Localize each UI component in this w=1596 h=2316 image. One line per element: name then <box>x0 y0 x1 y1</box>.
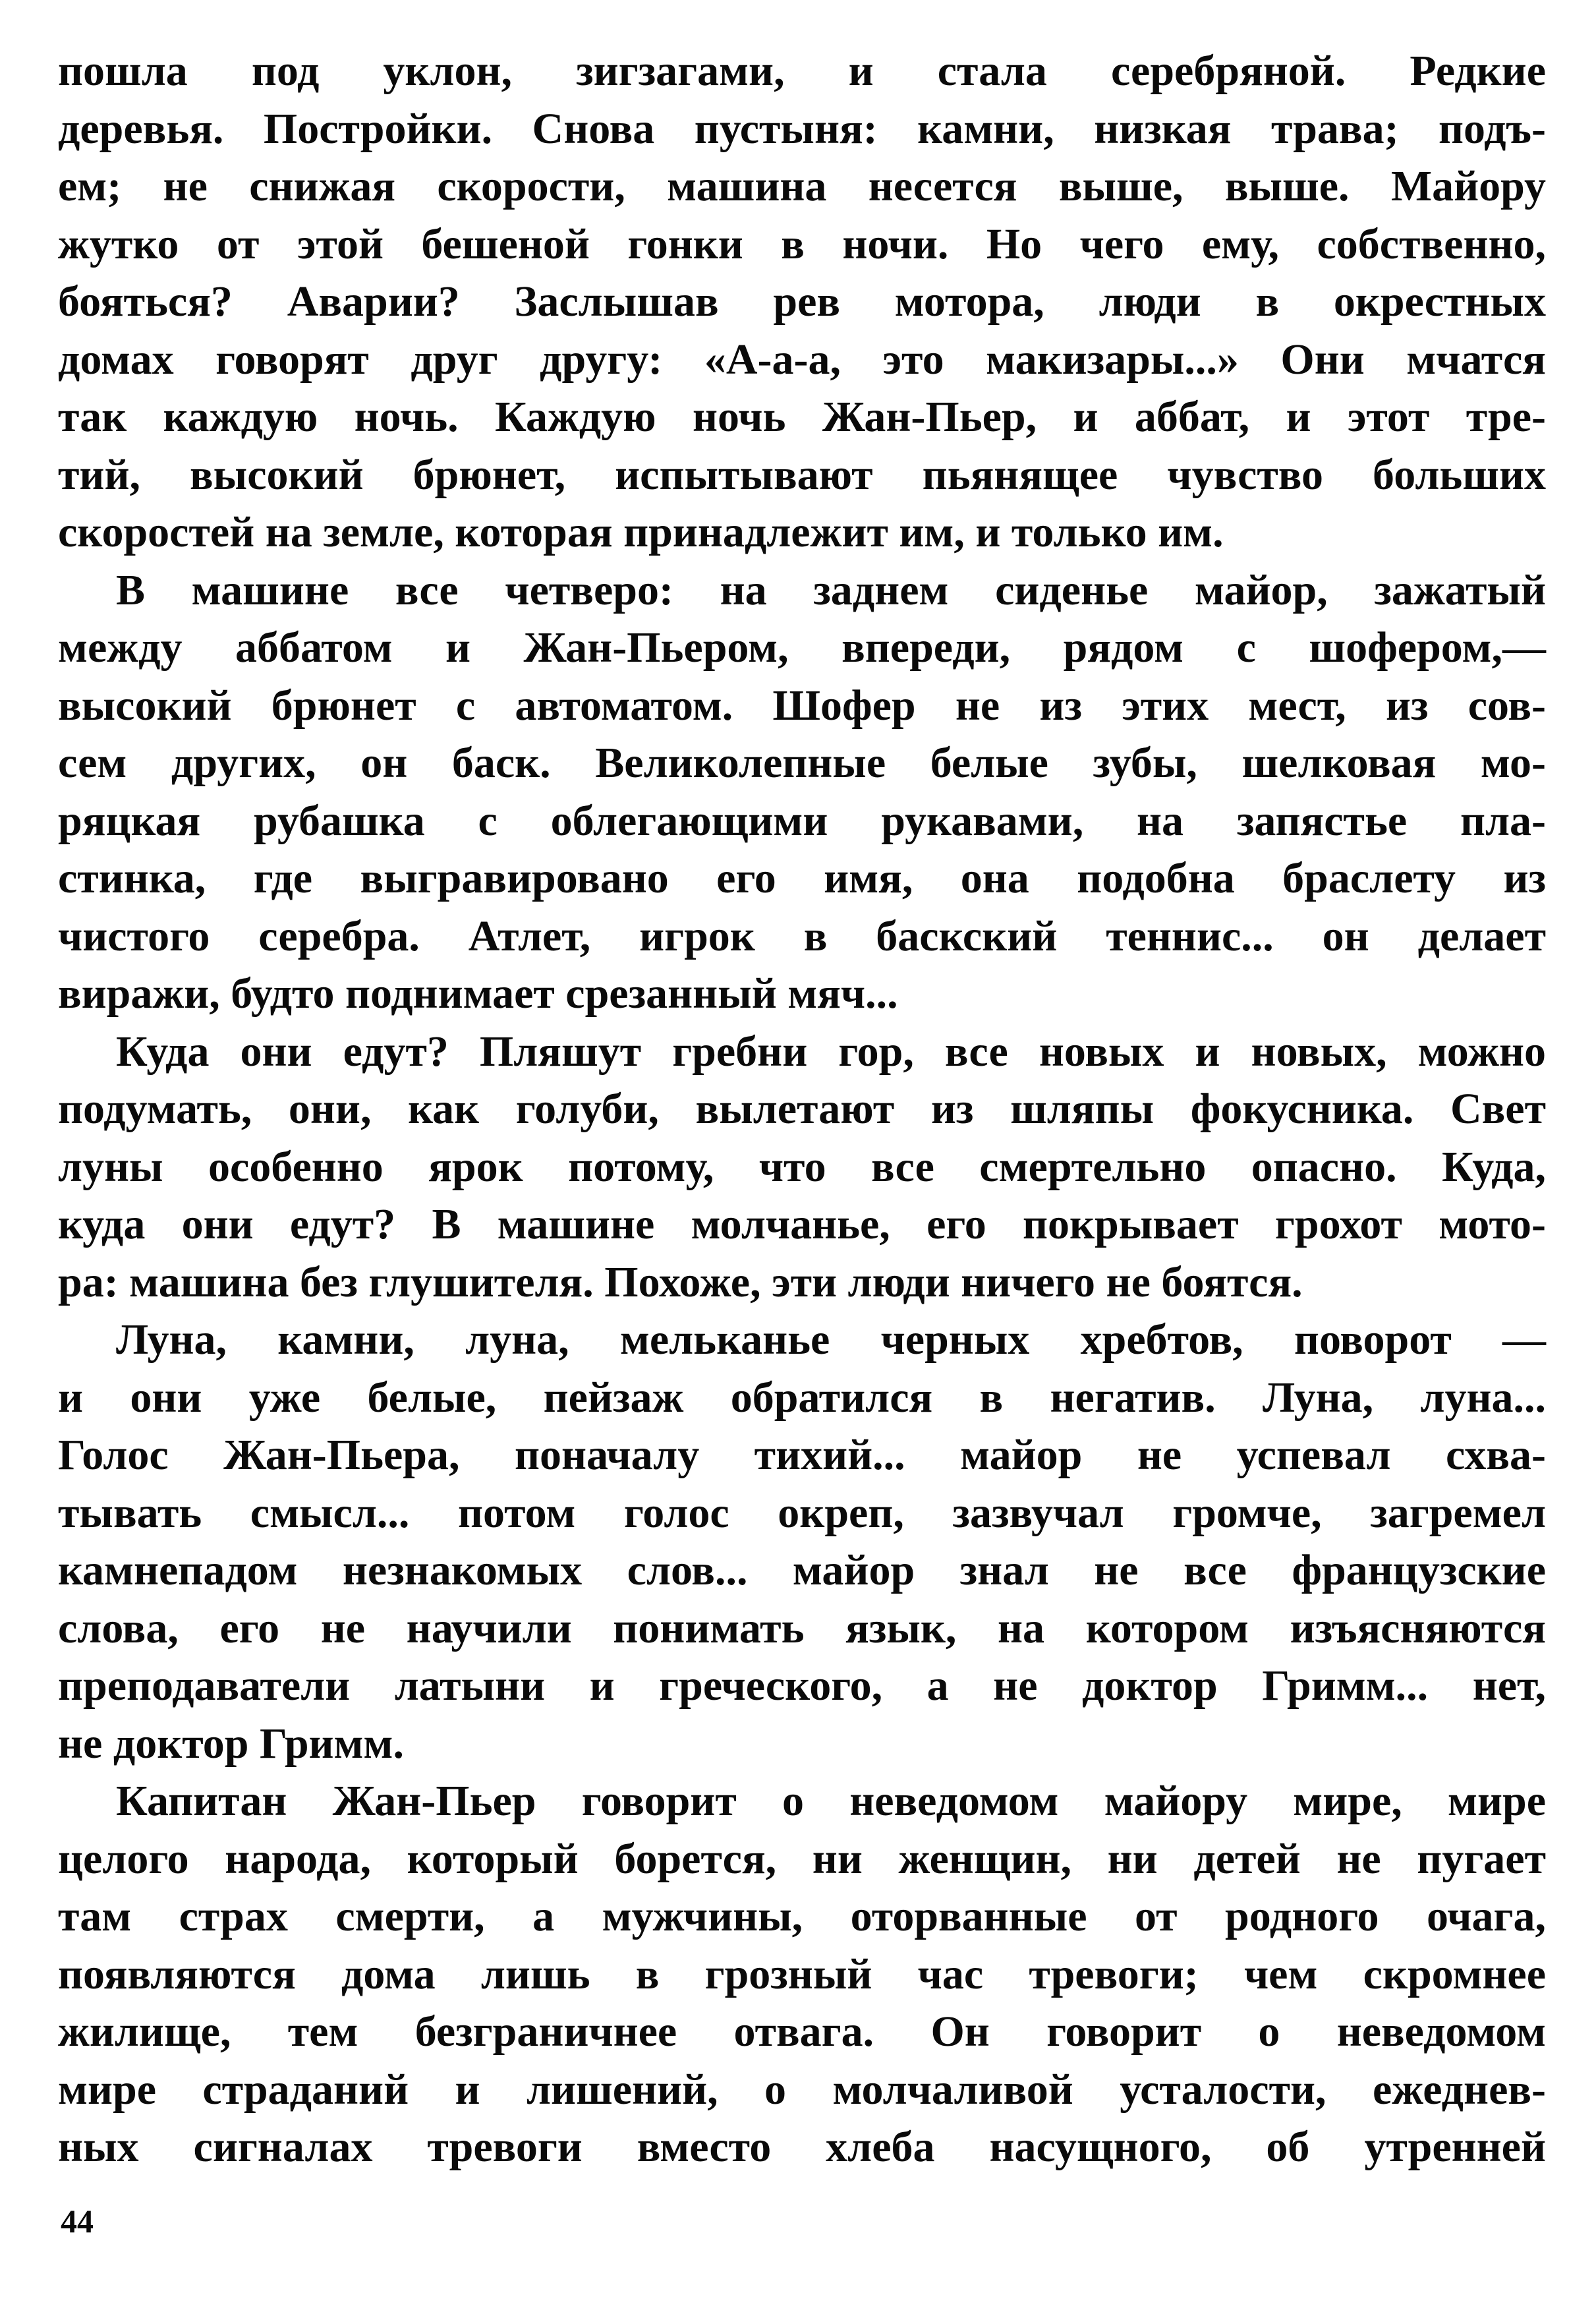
text-line: деревья. Постройки. Снова пустыня: камни, низкая трава; подъ- <box>58 104 1546 153</box>
text-line: Куда они едут? Пляшут гребни гор, все новых и новых, можно <box>116 1027 1546 1076</box>
paragraph <box>58 42 1546 562</box>
text-line: бояться? Аварии? Заслышав рев мотора, люди в окрестных <box>58 277 1546 326</box>
text-line: мире страданий и лишений, о молчаливой усталости, ежеднев- <box>58 2065 1546 2114</box>
text-line: домах говорят друг другу: «А-а-а, это макизары...» Они мчатся <box>58 335 1546 384</box>
text-line: ных сигналах тревоги вместо хлеба насущного, об утренней <box>58 2123 1546 2171</box>
text-line: камнепадом незнакомых слов... майор знал не все французские <box>58 1546 1546 1594</box>
paragraph <box>58 562 1546 1023</box>
text-line: ра: машина без глушителя. Похоже, эти люди ничего не боятся. <box>58 1258 1303 1306</box>
text-line: скоростей на земле, которая принадлежит им, и только им. <box>58 508 1224 556</box>
text-line: целого народа, который борется, ни женщин, ни детей не пугает <box>58 1834 1546 1883</box>
text-line: тий, высокий брюнет, испытывают пьянящее чувство больших <box>58 450 1546 499</box>
text-line: высокий брюнет с автоматом. Шофер не из этих мест, из сов- <box>58 681 1546 730</box>
text-line: так каждую ночь. Каждую ночь Жан-Пьер, и аббат, и этот тре- <box>58 393 1546 441</box>
text-line: стинка, где выгравировано его имя, она подобна браслету из <box>58 854 1546 902</box>
text-line: Голос Жан-Пьера, поначалу тихий... майор не успевал схва- <box>58 1431 1546 1479</box>
text-line: и они уже белые, пейзаж обратился в негатив. Луна, луна... <box>58 1373 1546 1422</box>
text-line: куда они едут? В машине молчанье, его покрывает грохот мото- <box>58 1200 1546 1248</box>
paragraph <box>58 1772 1546 2176</box>
text-line: там страх смерти, а мужчины, оторванные от родного очага, <box>58 1892 1546 1940</box>
text-line: тывать смысл... потом голос окреп, зазвучал громче, загремел <box>58 1488 1546 1537</box>
text-line: чистого серебра. Атлет, игрок в баскский теннис... он делает <box>58 912 1546 960</box>
text-line: не доктор Гримм. <box>58 1719 404 1768</box>
paragraph <box>58 1311 1546 1772</box>
text-line: В машине все четверо: на заднем сиденье майор, зажатый <box>116 565 1546 614</box>
paragraph <box>58 1023 1546 1312</box>
text-line: слова, его не научили понимать язык, на котором изъясняются <box>58 1604 1546 1652</box>
text-line: виражи, будто поднимает срезанный мяч... <box>58 970 898 1018</box>
text-line: сем других, он баск. Великолепные белые зубы, шелковая мо- <box>58 739 1546 787</box>
page-number: 44 <box>61 2203 94 2240</box>
text-line: жутко от этой бешеной гонки в ночи. Но чего ему, собственно, <box>58 219 1546 268</box>
text-line: жилище, тем безграничнее отвага. Он говорит о неведомом <box>58 2008 1546 2056</box>
text-line: ряцкая рубашка с облегающими рукавами, на запястье пла- <box>58 796 1546 845</box>
text-line: подумать, они, как голуби, вылетают из шляпы фокусника. Свет <box>58 1085 1546 1133</box>
text-line: луны особенно ярок потому, что все смертельно опасно. Куда, <box>58 1142 1546 1191</box>
text-line: появляются дома лишь в грозный час тревоги; чем скромнее <box>58 1950 1546 1998</box>
text-line: Луна, камни, луна, мельканье черных хребтов, поворот — <box>116 1316 1546 1364</box>
text-line: между аббатом и Жан-Пьером, впереди, рядом с шофером,— <box>58 623 1546 672</box>
text-line: ем; не снижая скорости, машина несется выше, выше. Майору <box>58 162 1546 210</box>
text-line: Капитан Жан-Пьер говорит о неведомом майору мире, мире <box>116 1777 1546 1825</box>
body-text <box>58 42 1546 2176</box>
text-line: пошла под уклон, зигзагами, и стала серебряной. Редкие <box>58 47 1546 95</box>
text-line: преподаватели латыни и греческого, а не доктор Гримм... нет, <box>58 1662 1546 1710</box>
